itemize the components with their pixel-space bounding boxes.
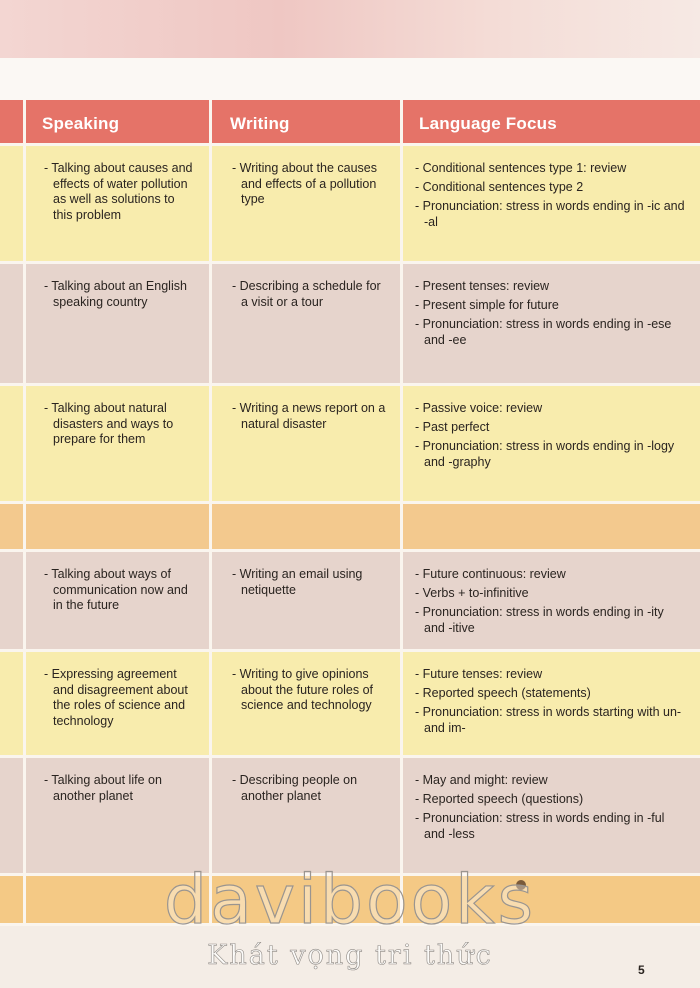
row-lead-cell (0, 758, 26, 876)
language-item: Past perfect (422, 420, 490, 434)
writing-cell: - Writing an email using netiquette (212, 552, 403, 652)
language-item: Present simple for future (422, 298, 559, 312)
language-item: Reported speech (questions) (422, 792, 584, 806)
speaking-cell: - Talking about ways of communication now and in the future (26, 552, 212, 652)
header-language-focus: Language Focus (403, 100, 700, 146)
language-item: Verbs + to-infinitive (422, 586, 529, 600)
speaking-text: Talking about causes and effects of water pollution as well as solutions to this problem (51, 161, 193, 222)
bottom-band (0, 876, 26, 926)
writing-cell: - Describing people on another planet (212, 758, 403, 876)
watermark-brand: davibooks (163, 861, 537, 940)
language-item: Pronunciation: stress in words starting with un- and im- (422, 705, 682, 735)
page-number: 5 (638, 963, 645, 977)
speaking-text: Talking about ways of communication now and in the future (51, 567, 188, 612)
watermark-tagline: Khát vọng tri thức (207, 940, 493, 971)
syllabus-table (0, 100, 700, 926)
section-separator (212, 504, 403, 552)
language-item: Conditional sentences type 2 (422, 180, 584, 194)
header-writing: Writing (212, 100, 403, 146)
language-item: Pronunciation: stress in words ending in -logy and -graphy (422, 439, 675, 469)
section-separator (403, 504, 700, 552)
language-item: May and might: review (422, 773, 548, 787)
writing-cell: - Writing to give opinions about the future roles of science and technology (212, 652, 403, 758)
section-separator (0, 504, 26, 552)
language-item: Pronunciation: stress in words ending in -ic and -al (422, 199, 685, 229)
language-item: Present tenses: review (422, 279, 550, 293)
top-margin (0, 58, 700, 100)
section-separator (26, 504, 212, 552)
language-item: Reported speech (statements) (422, 686, 591, 700)
row-lead-cell (0, 652, 26, 758)
writing-text: Writing about the causes and effects of a pollution type (239, 161, 377, 206)
writing-text: Writing a news report on a natural disaster (239, 401, 386, 431)
writing-cell: - Writing about the causes and effects of a pollution type (212, 146, 403, 264)
speaking-cell: - Expressing agreement and disagreement about the roles of science and technology (26, 652, 212, 758)
language-item: Pronunciation: stress in words ending in -ful and -less (422, 811, 665, 841)
row-lead-cell (0, 386, 26, 504)
language-focus-cell: - Present tenses: review - Present simple for future - Pronunciation: stress in words ending in -ese and -ee (403, 264, 700, 386)
language-focus-cell: - Conditional sentences type 1: review - Conditional sentences type 2 - Pronunciation: stress in words ending in -ic and -al (403, 146, 700, 264)
language-item: Conditional sentences type 1: review (422, 161, 627, 175)
speaking-cell: - Talking about causes and effects of water pollution as well as solutions to this problem (26, 146, 212, 264)
speaking-text: Talking about an English speaking country (51, 279, 187, 309)
language-item: Passive voice: review (422, 401, 543, 415)
language-focus-cell: - Passive voice: review - Past perfect - Pronunciation: stress in words ending in -logy and -graphy (403, 386, 700, 504)
top-decorative-band (0, 0, 700, 58)
writing-cell: - Writing a news report on a natural disaster (212, 386, 403, 504)
writing-text: Writing an email using netiquette (239, 567, 363, 597)
row-lead-cell (0, 552, 26, 652)
speaking-text: Expressing agreement and disagreement about the roles of science and technology (51, 667, 188, 728)
language-item: Pronunciation: stress in words ending in -ese and -ee (422, 317, 672, 347)
language-item: Pronunciation: stress in words ending in -ity and -itive (422, 605, 664, 635)
language-focus-cell: - May and might: review - Reported speech (questions) - Pronunciation: stress in words ending in -ful and -less (403, 758, 700, 876)
writing-text: Writing to give opinions about the future roles of science and technology (239, 667, 374, 712)
speaking-cell: - Talking about natural disasters and ways to prepare for them (26, 386, 212, 504)
bottom-band (403, 876, 700, 926)
header-lead-cell (0, 100, 26, 146)
language-item: Future tenses: review (422, 667, 543, 681)
row-lead-cell (0, 264, 26, 386)
language-focus-cell: - Future continuous: review - Verbs + to-infinitive - Pronunciation: stress in words ending in -ity and -itive (403, 552, 700, 652)
speaking-text: Talking about life on another planet (51, 773, 162, 803)
writing-cell: - Describing a schedule for a visit or a tour (212, 264, 403, 386)
writing-text: Describing people on another planet (239, 773, 358, 803)
language-focus-cell: - Future tenses: review - Reported speech (statements) - Pronunciation: stress in words starting with un- and im- (403, 652, 700, 758)
ink-spot (516, 880, 526, 890)
header-speaking: Speaking (26, 100, 212, 146)
speaking-cell: - Talking about an English speaking country (26, 264, 212, 386)
bottom-band (212, 876, 403, 926)
speaking-cell: - Talking about life on another planet (26, 758, 212, 876)
language-item: Future continuous: review (422, 567, 566, 581)
row-lead-cell (0, 146, 26, 264)
writing-text: Describing a schedule for a visit or a tour (239, 279, 381, 309)
speaking-text: Talking about natural disasters and ways to prepare for them (51, 401, 174, 446)
bottom-band (26, 876, 212, 926)
